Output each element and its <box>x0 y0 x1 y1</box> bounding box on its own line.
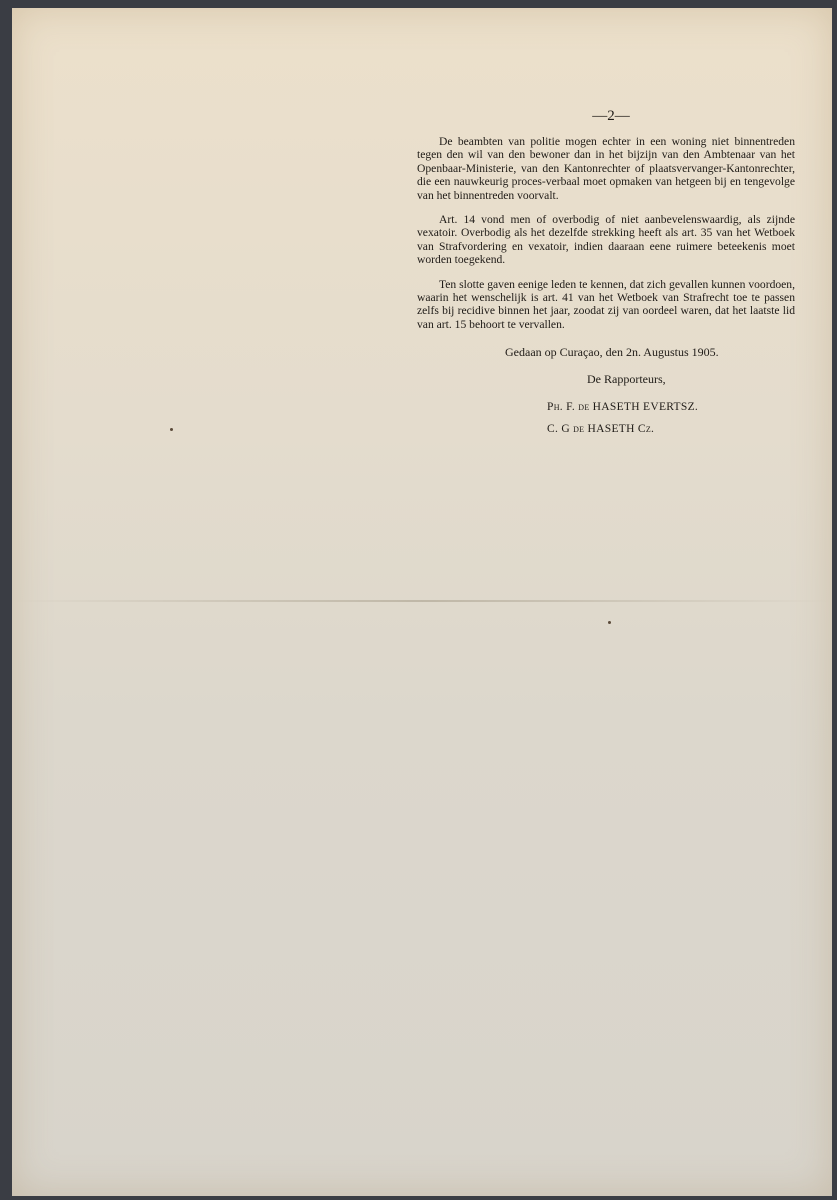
paragraph-1: De beambten van politie mogen echter in een woning niet binnentreden tegen den wil van den bewoner dan in het bijzijn van den Ambtenaar van het Openbaar-Ministerie, van den Kantonrechter of plaatsvervanger-Kantonrechter, die een nauwkeurig proces-verbaal moet opmaken van hetgeen bij en tengevolge van het binnentreden voorvalt. <box>417 135 795 202</box>
document-page <box>12 8 832 1196</box>
rapporteurs-label: De Rapporteurs, <box>587 372 666 387</box>
page-number: —2— <box>592 108 630 124</box>
paper-speck <box>608 621 611 624</box>
signature-2: C. G de HASETH Cz. <box>547 423 655 436</box>
signature-1: Ph. F. de HASETH EVERTSZ. <box>547 401 699 414</box>
paragraph-3: Ten slotte gaven eenige leden te kennen, dat zich gevallen kunnen voordoen, waarin het wenschelijk is art. 41 van het Wetboek van Strafrecht toe te passen zelfs bij recidive binnen het jaar, zoodat zij van oordeel waren, dat het laatste lid van art. 15 behoort te vervallen. <box>417 277 795 331</box>
paper-fold <box>12 600 832 602</box>
paragraph-2: Art. 14 vond men of overbodig of niet aanbevelenswaardig, als zijnde vexatoir. Overbodig als het dezelfde strekking heeft als art. 35 van het Wetboek van Strafvordering en vexatoir, indien daaraan eene ruimere beteekenis moet worden toegekend. <box>417 213 795 267</box>
text-column <box>417 108 795 435</box>
paper-speck <box>170 428 173 431</box>
closing-line: Gedaan op Curaçao, den 2n. Augustus 1905. <box>505 345 719 360</box>
